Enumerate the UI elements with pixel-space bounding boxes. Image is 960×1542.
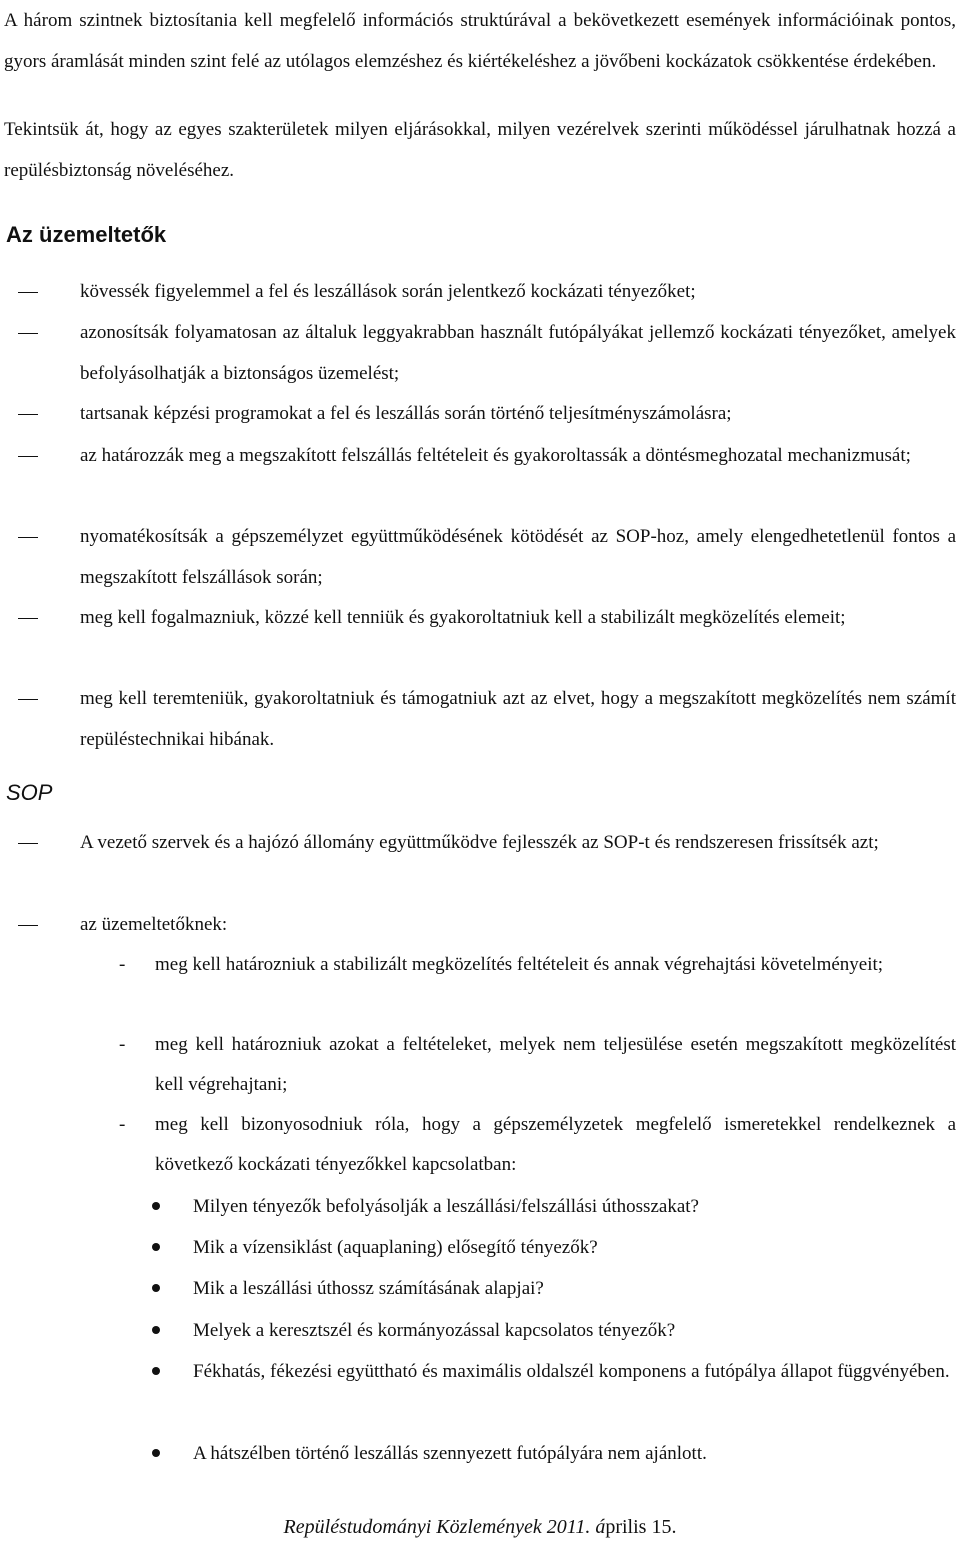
operators-heading: Az üzemeltetők: [6, 222, 167, 247]
bullet-item-text: Fékhatás, fékezési együttható és maximális oldalszél komponens a futópálya állapot függvényében.: [193, 1361, 950, 1382]
sub-list-item: [119, 945, 956, 985]
hyphen-marker: -: [119, 954, 126, 975]
list-item-text: az határozzák meg a megszakított felszállás feltételeit és gyakoroltassák a döntésmeghozatal mechanizmusát;: [80, 445, 911, 466]
bullet-item-text: Milyen tényezők befolyásolják a leszállási/felszállási úthosszakat?: [193, 1196, 699, 1217]
list-item-text: nyomatékosítsák a gépszemélyzet együttműködésének kötödését az SOP-hoz, amely elengedhetetlenül fontos a megszakított felszállások során;: [80, 526, 956, 588]
bullet-item: [193, 1310, 956, 1351]
bullet-icon: [152, 1449, 160, 1457]
bullet-icon: [152, 1326, 160, 1334]
sub-list-item-text: meg kell határozniuk azokat a feltételeket, melyek nem teljesülése esetén megszakított megközelítést kell végrehajtani;: [155, 1034, 956, 1095]
sub-list-item: [119, 1105, 956, 1185]
list-item: [80, 313, 956, 394]
list-item-text: kövessék figyelemmel a fel és leszállások során jelentkező kockázati tényezőket;: [80, 281, 696, 302]
intro-paragraph-1: A három szintnek biztosítania kell megfelelő információs struktúrával a bekövetkezett események információinak pontos, gyors áramlását minden szint felé az utólagos elemzéshez és kiértékeléshez a jövőbeni kockázatok csökkentése érdekében.: [4, 10, 956, 72]
list-item-text: azonosítsák folyamatosan az általuk leggyakrabban használt futópályákat jellemző kockázati tényezőket, amelyek befolyásolhatják a biztonságos üzemelést;: [80, 322, 956, 384]
list-item-text: meg kell fogalmazniuk, közzé kell tenniük és gyakoroltatniuk kell a stabilizált megközelítés elemeit;: [80, 607, 846, 628]
list-item: [80, 517, 956, 598]
page-footer: [0, 1512, 960, 1542]
list-item: [80, 679, 956, 760]
bullet-icon: [152, 1243, 160, 1251]
sub-list-item: [119, 1025, 956, 1105]
list-item: [80, 394, 956, 435]
list-item: [80, 436, 956, 477]
bullet-icon: [152, 1284, 160, 1292]
list-item-text: A vezető szervek és a hajózó állomány együttműködve fejlesszék az SOP-t és rendszeresen frissítsék azt;: [80, 832, 879, 853]
sub-list-item-text: meg kell határozniuk a stabilizált megközelítés feltételeit és annak végrehajtási követelményeit;: [155, 954, 884, 975]
sub-list-item-text: meg kell bizonyosodniuk róla, hogy a gépszemélyzetek megfelelő ismeretekkel rendelkeznek a következő kockázati tényezőkkel kapcsolatban:: [155, 1114, 956, 1175]
bullet-item: [193, 1433, 956, 1474]
list-item: [80, 823, 956, 864]
bullet-item: [193, 1268, 956, 1309]
bullet-item-text: Mik a leszállási úthossz számításának alapjai?: [193, 1278, 544, 1299]
bullet-icon: [152, 1367, 160, 1375]
list-item: [80, 272, 956, 313]
bullet-item-text: Mik a vízensiklást (aquaplaning) elősegítő tényezők?: [193, 1237, 598, 1258]
footer-date: prilis 15.: [605, 1516, 677, 1538]
bullet-icon: [152, 1202, 160, 1210]
bullet-item-text: A hátszélben történő leszállás szennyezett futópályára nem ajánlott.: [193, 1443, 707, 1464]
sop-heading: SOP: [6, 780, 53, 805]
hyphen-marker: -: [119, 1034, 126, 1055]
bullet-item: [193, 1186, 956, 1227]
intro-paragraph-2: Tekintsük át, hogy az egyes szakterületek milyen eljárásokkal, milyen vezérelvek szerinti működéssel járulhatnak hozzá a repülésbiztonság növeléséhez.: [4, 119, 956, 181]
list-item-text: meg kell teremteniük, gyakoroltatniuk és támogatniuk azt az elvet, hogy a megszakított megközelítés nem számít repüléstechnikai hibának.: [80, 688, 956, 750]
bullet-item: [193, 1351, 956, 1392]
list-item: [80, 905, 956, 946]
hyphen-marker: -: [119, 1114, 126, 1135]
list-item-text: tartsanak képzési programokat a fel és leszállás során történő teljesítményszámolásra;: [80, 403, 732, 424]
footer-journal: Repüléstudományi Közlemények 2011. á: [283, 1516, 606, 1538]
bullet-item: [193, 1227, 956, 1268]
list-item-text: az üzemeltetőknek:: [80, 914, 228, 935]
bullet-item-text: Melyek a keresztszél és kormányozással kapcsolatos tényezők?: [193, 1320, 676, 1341]
list-item: [80, 598, 956, 639]
